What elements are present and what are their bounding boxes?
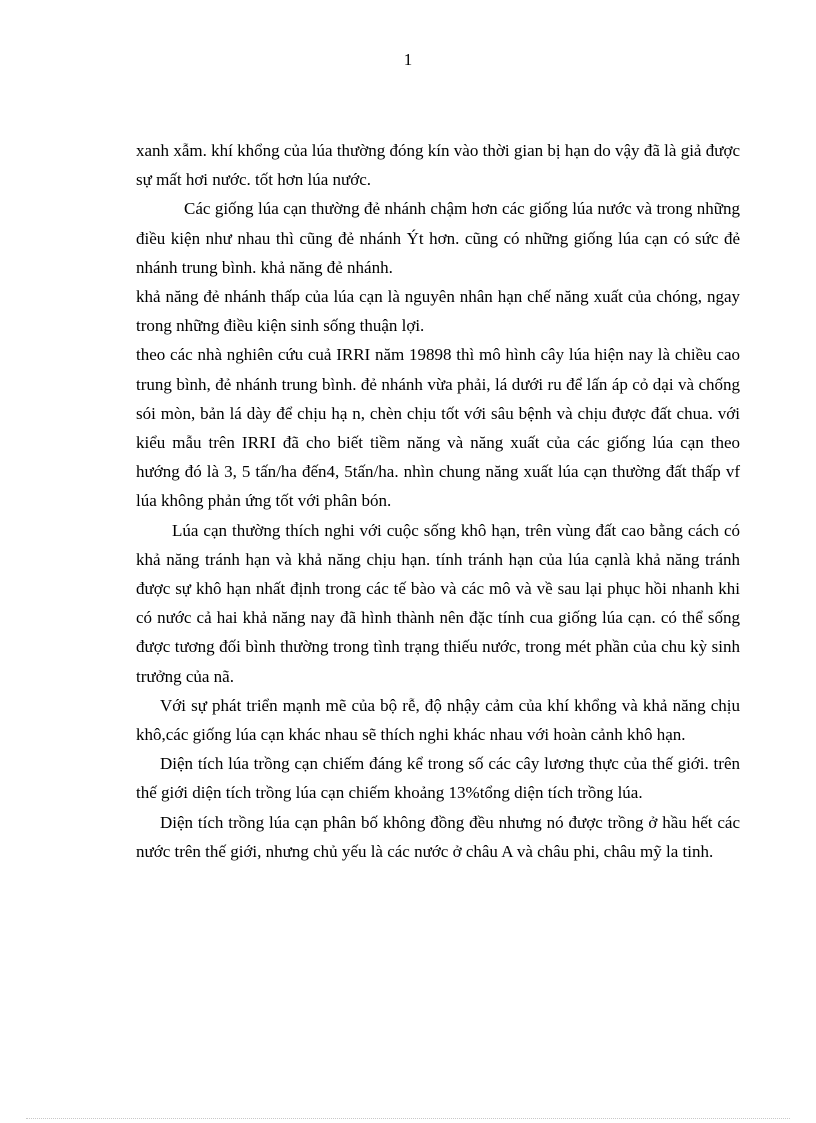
- paragraph-1: xanh xẫm. khí khổng của lúa thường đóng kín vào thời gian bị hạn do vậy đã là giả được sự mất hơi nước. tốt hơn lúa nước.: [136, 141, 740, 190]
- paragraph-6: Với sự phát triển mạnh mẽ của bộ rễ, độ nhậy cảm của khí khổng và khả năng chịu khô,các giống lúa cạn khác nhau sẽ thích nghi khác nhau với hoàn cảnh khô hạn.: [136, 695, 740, 745]
- paragraph-4: theo các nhà nghiên cứu cuả IRRI năm 19898 thì mô hình cây lúa hiện nay là chiều cao trung bình, đẻ nhánh trung bình. đẻ nhánh vừa phải, lá dưới ru để lấn áp cỏ dại và chống sói mòn, bản lá dày để chịu hạ n, chèn chịu tốt với sâu bệnh và chịu được đất chua. với kiểu mẫu trên IRRI đã cho biết tiềm năng và năng xuất của các giống lúa cạn theo hướng đó là 3, 5 tấn/ha đến4, 5tấn/ha. nhìn chung năng xuất lúa cạn thường đất thấp vf lúa không phản ứng tốt với phân bón.: [136, 345, 740, 511]
- paragraph-8: Diện tích trồng lúa cạn phân bố không đồng đều nhưng nó được trồng ở hầu hết các nước trên thế giới, nhưng chủ yếu là các nước ở châu A và châu phi, châu mỹ la tinh.: [136, 812, 740, 861]
- paragraph-7: Diện tích lúa trồng cạn chiếm đáng kể trong số các cây lương thực của thế giới. trên thế giới diện tích trồng lúa cạn chiếm khoảng 13%tổng diện tích trồng lúa.: [136, 754, 740, 803]
- body-text: [136, 136, 740, 866]
- paragraph-3: khả năng đẻ nhánh thấp của lúa cạn là nguyên nhân hạn chế năng xuất của chóng, ngay trong những điều kiện sinh sống thuận lợi.: [136, 287, 740, 336]
- paragraph-2: Các giống lúa cạn thường đẻ nhánh chậm hơn các giống lúa nước và trong những điều kiện như nhau thì cũng đẻ nhánh Ýt hơn. cũng có những giống lúa cạn có sức đẻ nhánh trung bình. khả năng đẻ nhánh.: [136, 199, 740, 277]
- page-number: 1: [403, 50, 413, 69]
- paragraph-5: Lúa cạn thường thích nghi với cuộc sống khô hạn, trên vùng đất cao bằng cách có khả năng tránh hạn và khả năng chịu hạn. tính tránh hạn của lúa cạnlà khả năng tránh được sự khô hạn nhất định trong các tế bào và các mô và về sau lại phục hồi nhanh khi có nước cả hai khả năng nay đã hình thành nên đặc tính cua giống lúa cạn. có thể sống được tương đối bình thường trong tình trạng thiếu nước, trong mét phần của chu kỳ sinh trưởng của nã.: [136, 520, 740, 686]
- footer-dotted-rule: [26, 1118, 790, 1119]
